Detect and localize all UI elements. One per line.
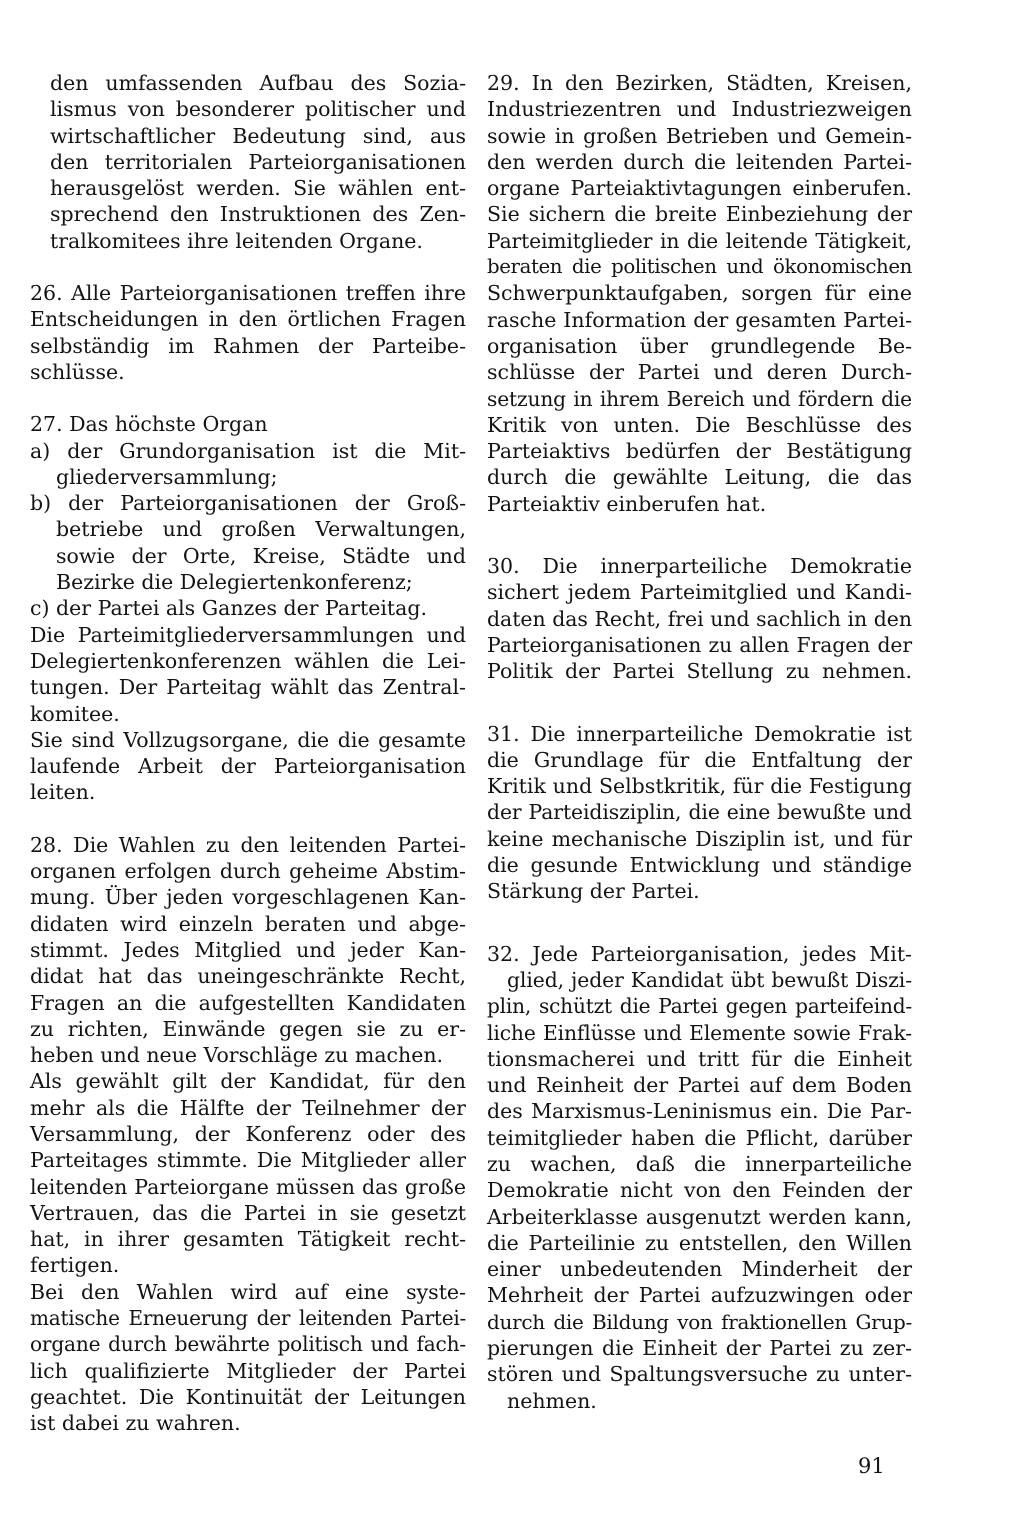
text-line: leiten.: [30, 780, 96, 805]
text-line: keine mechanische Disziplin ist, und für: [487, 826, 912, 851]
text-line: didaten wird einzeln beraten und abge-: [30, 911, 466, 936]
page-number: 91: [858, 1454, 885, 1478]
text-line: durch die gewählte Leitung, die das: [487, 465, 912, 490]
left-column: [30, 70, 466, 1437]
text-line: herausgelöst werden. Sie wählen ent-: [50, 176, 466, 201]
text-line: des Marxismus-Leninismus ein. Die Par-: [487, 1099, 912, 1124]
text-line: matische Erneuerung der leitenden Partei-: [30, 1306, 466, 1331]
paragraph-31: [487, 721, 912, 905]
text-line: 29. In den Bezirken, Städten, Kreisen,: [487, 71, 912, 95]
text-line: Parteitages stimmte. Die Mitglieder aller: [30, 1148, 466, 1173]
text-line: glied, jeder Kandidat übt bewußt Diszi-: [507, 967, 912, 992]
text-line: Demokratie nicht von den Feinden der: [487, 1178, 912, 1203]
text-line: Kritik von unten. Die Beschlüsse des: [487, 412, 912, 437]
paragraph-26: [30, 280, 466, 385]
text-line: daten das Recht, frei und sachlich in den: [487, 606, 912, 631]
text-line: pierungen die Einheit der Partei zu zer-: [487, 1336, 912, 1361]
text-line: den territorialen Parteiorganisationen: [50, 149, 466, 174]
text-line: organisation über grundlegende Be-: [487, 333, 912, 358]
text-line: tungen. Der Parteitag wählt das Zentral-: [30, 675, 466, 700]
text-line: Bei den Wahlen wird auf eine syste-: [30, 1279, 466, 1304]
text-line: organe durch bewährte politisch und fach-: [30, 1332, 466, 1357]
text-line: stören und Spaltungsversuche zu unter-: [487, 1362, 912, 1387]
text-line: mung. Über jeden vorgeschlagenen Kan-: [30, 885, 466, 910]
text-line: sowie in großen Betrieben und Gemein-: [487, 123, 912, 148]
text-line: Arbeiterklasse ausgenutzt werden kann,: [487, 1204, 912, 1229]
text-line: Sie sind Vollzugsorgane, die die gesamte: [30, 727, 466, 752]
text-line: leitenden Parteiorgane müssen das große: [30, 1174, 466, 1199]
text-line: Schwerpunktaufgaben, sorgen für eine: [487, 281, 912, 306]
text-line: ist dabei zu wahren.: [30, 1411, 241, 1436]
text-line: hat, in ihrer gesamten Tätigkeit recht-: [30, 1227, 466, 1252]
text-line: durch die Bildung von fraktionellen Grup-: [487, 1309, 912, 1334]
text-line: Industriezentren und Industriezweigen: [487, 97, 912, 122]
text-line: Als gewählt gilt der Kandidat, für den: [30, 1069, 466, 1094]
text-line: geachtet. Die Kontinuität der Leitungen: [30, 1384, 466, 1409]
text-line: betriebe und großen Verwaltungen,: [56, 517, 466, 542]
text-line: stimmt. Jedes Mitglied und jeder Kan-: [30, 937, 466, 962]
text-line: die Grundlage für die Entfaltung der: [487, 747, 912, 772]
text-line: organen erfolgen durch geheime Abstim-: [30, 859, 466, 884]
paragraph-27-heading: 27. Das höchste Organ: [30, 412, 268, 437]
text-line: Kritik und Selbstkritik, für die Festigung: [487, 774, 912, 799]
text-line: Die Parteimitgliederversammlungen und: [30, 622, 466, 647]
text-line: 32. Jede Parteiorganisation, jedes Mit-: [487, 941, 912, 966]
text-line: Vertrauen, das die Partei in sie gesetzt: [30, 1200, 466, 1225]
text-line: 28. Die Wahlen zu den leitenden Partei-: [30, 832, 466, 857]
paragraph-30: [487, 553, 912, 684]
text-line: tionsmacherei und tritt für die Einheit: [487, 1046, 912, 1071]
text-line: beraten die politischen und ökonomischen: [487, 255, 912, 279]
paragraph-32: [487, 941, 912, 1414]
text-line: die Parteilinie zu entstellen, den Willen: [487, 1230, 912, 1255]
text-line: Parteiaktiv einberufen hat.: [487, 491, 767, 516]
text-line: den umfassenden Aufbau des Sozia-: [50, 71, 466, 95]
text-line: den werden durch die leitenden Partei-: [487, 149, 912, 174]
text-line: Sie sichern die breite Einbeziehung der: [487, 202, 912, 227]
text-line: 30. Die innerparteiliche Demokratie: [487, 554, 912, 579]
text-line: schlüsse.: [30, 359, 125, 384]
right-column: [487, 70, 912, 1414]
text-line: Entscheidungen in den örtlichen Fragen: [30, 307, 466, 332]
text-line: selbständig im Rahmen der Parteibe-: [30, 333, 466, 358]
text-line: lich qualifizierte Mitglieder der Partei: [30, 1358, 466, 1383]
text-line: liche Einflüsse und Elemente sowie Frak-: [487, 1020, 912, 1045]
text-line: organe Parteiaktivtagungen einberufen.: [487, 176, 912, 201]
text-line: komitee.: [30, 701, 120, 726]
text-line: Fragen an die aufgestellten Kandidaten: [30, 990, 466, 1015]
text-line: gliederversammlung;: [56, 464, 278, 489]
text-line: Stärkung der Partei.: [487, 879, 700, 904]
text-line: Delegiertenkonferenzen wählen die Lei-: [30, 648, 466, 673]
text-line: 26. Alle Parteiorganisationen treffen ihre: [30, 281, 466, 306]
text-line: Parteiaktivs bedürfen der Bestätigung: [487, 439, 912, 464]
text-line: sowie der Orte, Kreise, Städte und: [56, 543, 466, 568]
text-line: sichert jedem Parteimitglied und Kandi-: [487, 580, 912, 605]
text-line: schlüsse der Partei und deren Durch-: [487, 360, 912, 385]
text-line: 31. Die innerparteiliche Demokratie ist: [487, 721, 912, 746]
text-line: und Reinheit der Partei auf dem Boden: [487, 1073, 912, 1098]
paragraph-29: [487, 70, 912, 517]
paragraph-28: [30, 832, 466, 1437]
text-line: rasche Information der gesamten Partei-: [487, 307, 912, 332]
text-line: heben und neue Vorschläge zu machen.: [30, 1043, 444, 1068]
text-line: der Parteidisziplin, die eine bewußte und: [487, 800, 912, 825]
text-line: Bezirke die Delegiertenkonferenz;: [56, 570, 413, 595]
text-line: fertigen.: [30, 1253, 120, 1278]
text-line: setzung in ihrem Bereich und fördern die: [487, 386, 912, 411]
text-line: Mehrheit der Partei aufzuzwingen oder: [487, 1283, 912, 1308]
text-line: mehr als die Hälfte der Teilnehmer der: [30, 1095, 466, 1120]
text-line: Parteimitglieder in die leitende Tätigkeit,: [487, 228, 912, 253]
paragraph-25-continuation: [30, 70, 466, 254]
text-line: laufende Arbeit der Parteiorganisation: [30, 754, 466, 779]
text-line: lismus von besonderer politischer und: [50, 97, 466, 122]
text-line: Versammlung, der Konferenz oder des: [30, 1121, 466, 1146]
text-line: tralkomitees ihre leitenden Organe.: [50, 228, 423, 253]
text-line: plin, schützt die Partei gegen parteifeind-: [487, 994, 912, 1019]
text-line: Politik der Partei Stellung zu nehmen.: [487, 659, 912, 684]
list-item-b: b) der Parteiorganisationen der Groß-: [30, 491, 466, 516]
text-line: zu richten, Einwände gegen sie zu er-: [30, 1016, 466, 1041]
list-item-c: c) der Partei als Ganzes der Parteitag.: [30, 596, 427, 621]
text-line: zu wachen, daß die innerparteiliche: [487, 1151, 912, 1176]
text-line: die gesunde Entwicklung und ständige: [487, 853, 912, 878]
list-item-a: a) der Grundorganisation ist die Mit-: [30, 438, 466, 463]
text-line: teimitglieder haben die Pflicht, darüber: [487, 1125, 912, 1150]
text-line: sprechend den Instruktionen des Zen-: [50, 202, 466, 227]
text-line: wirtschaftlicher Bedeutung sind, aus: [50, 123, 466, 148]
text-line: nehmen.: [507, 1388, 597, 1413]
paragraph-27: [30, 411, 466, 805]
text-line: einer unbedeutenden Minderheit der: [487, 1257, 912, 1282]
text-line: Parteiorganisationen zu allen Fragen der: [487, 632, 912, 657]
text-line: didat hat das uneingeschränkte Recht,: [30, 964, 466, 989]
